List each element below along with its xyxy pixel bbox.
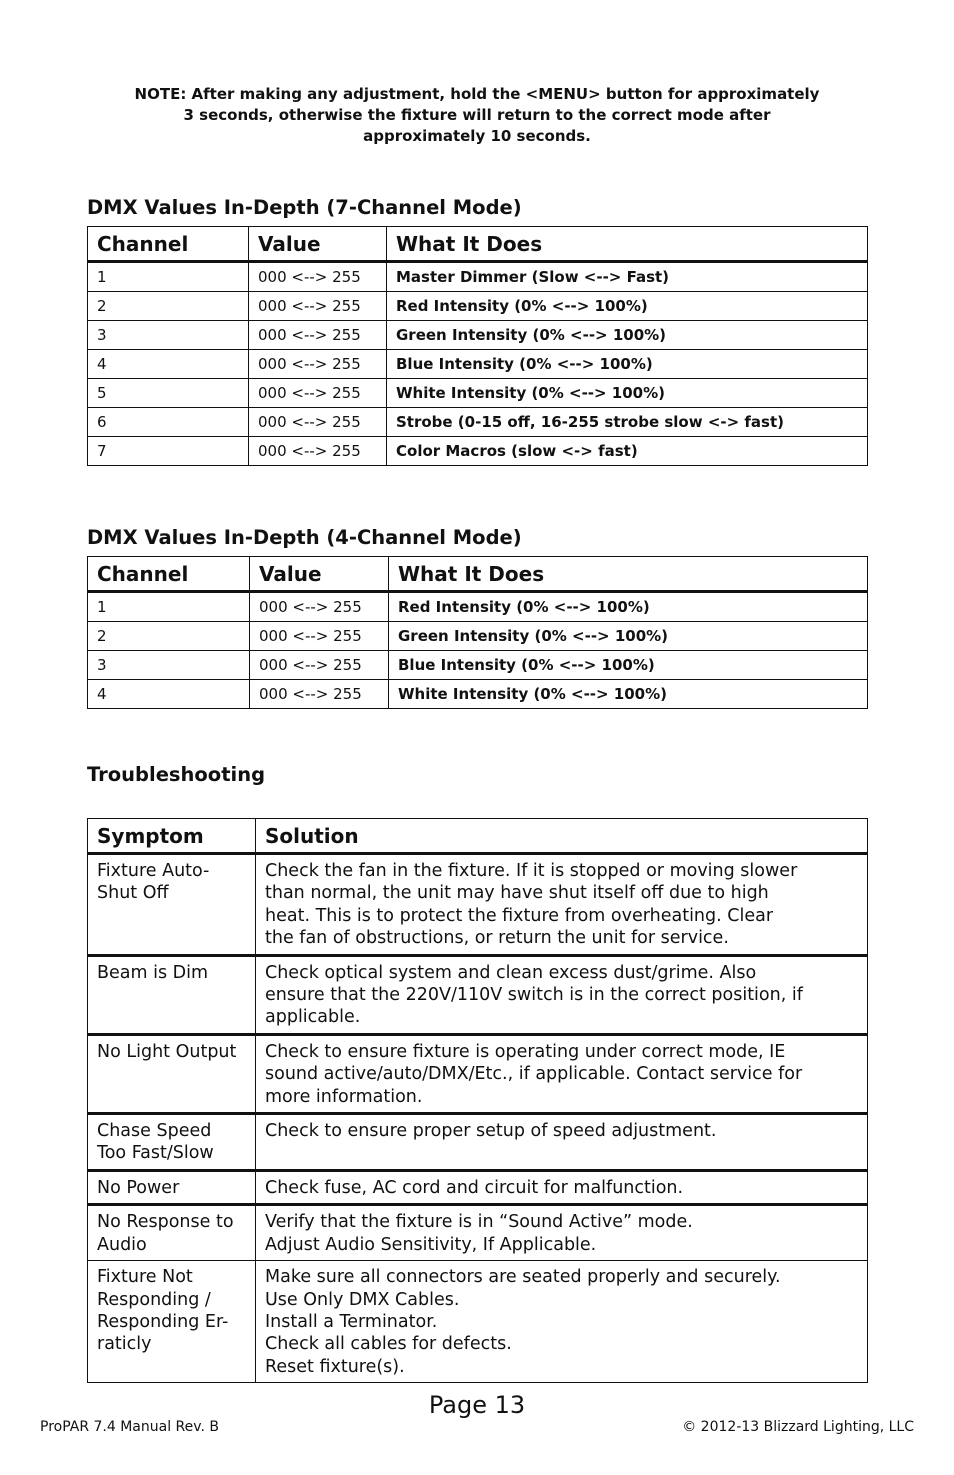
symptom-line: Responding / xyxy=(97,1289,211,1310)
table-row xyxy=(88,680,868,709)
table-row xyxy=(88,1205,868,1261)
symptom-cell xyxy=(88,1114,256,1171)
footer-copyright: © 2012-13 Blizzard Lighting, LLC xyxy=(682,1419,914,1435)
dmx7-header-channel: Channel xyxy=(88,227,249,262)
solution-line: Check all cables for defects. xyxy=(265,1334,512,1355)
adjustment-note xyxy=(60,84,894,147)
dmx7-header-value: Value xyxy=(249,227,387,262)
header-symptom: Symptom xyxy=(88,819,256,854)
solution-line: more information. xyxy=(265,1086,423,1107)
channel-cell: 2 xyxy=(88,622,250,651)
dmx4-header-channel: Channel xyxy=(88,557,250,592)
channel-cell: 3 xyxy=(88,321,249,350)
value-cell: 000 <--> 255 xyxy=(249,437,387,466)
solution-line: Check to ensure fixture is operating under correct mode, IE xyxy=(265,1041,786,1062)
symptom-line: Shut Off xyxy=(97,883,169,904)
symptom-cell xyxy=(88,1261,256,1383)
solution-cell xyxy=(256,1205,868,1261)
solution-line: Install a Terminator. xyxy=(265,1311,438,1332)
solution-line: Check optical system and clean excess dust/grime. Also xyxy=(265,962,757,983)
dmx7-table xyxy=(87,226,868,466)
solution-line: Check to ensure proper setup of speed adjustment. xyxy=(265,1121,717,1142)
desc-cell: White Intensity (0% <--> 100%) xyxy=(389,680,868,709)
symptom-line: No Power xyxy=(97,1177,180,1198)
symptom-cell xyxy=(88,854,256,956)
dmx7-header-desc: What It Does xyxy=(387,227,868,262)
desc-cell: Strobe (0-15 off, 16-255 strobe slow <-> fast) xyxy=(387,408,868,437)
channel-cell: 6 xyxy=(88,408,249,437)
troubleshooting-table xyxy=(87,818,868,1383)
symptom-line: No Response to xyxy=(97,1212,234,1233)
page-number: Page 13 xyxy=(428,1391,526,1419)
solution-line: heat. This is to protect the fixture from overheating. Clear xyxy=(265,905,774,926)
note-line-1: NOTE: After making any adjustment, hold the <MENU> button for approximately xyxy=(134,85,820,103)
desc-cell: Color Macros (slow <-> fast) xyxy=(387,437,868,466)
solution-cell xyxy=(256,1261,868,1383)
solution-line: Reset fixture(s). xyxy=(265,1356,405,1377)
symptom-line: Beam is Dim xyxy=(97,962,209,983)
table-row xyxy=(88,854,868,956)
note-line-3: approximately 10 seconds. xyxy=(363,127,591,145)
table-row xyxy=(88,651,868,680)
solution-line: Verify that the fixture is in “Sound Active” mode. xyxy=(265,1212,693,1233)
solution-cell xyxy=(256,955,868,1034)
value-cell: 000 <--> 255 xyxy=(250,680,389,709)
table-row xyxy=(88,1261,868,1383)
symptom-line: Fixture Auto- xyxy=(97,861,210,881)
value-cell: 000 <--> 255 xyxy=(249,350,387,379)
table-row xyxy=(88,262,868,292)
desc-cell: White Intensity (0% <--> 100%) xyxy=(387,379,868,408)
dmx4-table xyxy=(87,556,868,709)
table-row xyxy=(88,379,868,408)
solution-cell xyxy=(256,1170,868,1204)
troubleshooting-header-row xyxy=(88,819,868,854)
symptom-cell xyxy=(88,1034,256,1113)
desc-cell: Master Dimmer (Slow <--> Fast) xyxy=(387,262,868,292)
header-solution: Solution xyxy=(256,819,868,854)
desc-cell: Red Intensity (0% <--> 100%) xyxy=(389,592,868,622)
footer-manual-title: ProPAR 7.4 Manual Rev. B xyxy=(40,1419,219,1435)
table-row xyxy=(88,292,868,321)
solution-cell xyxy=(256,1114,868,1171)
solution-cell xyxy=(256,854,868,956)
value-cell: 000 <--> 255 xyxy=(249,321,387,350)
symptom-line: No Light Output xyxy=(97,1041,237,1062)
value-cell: 000 <--> 255 xyxy=(249,379,387,408)
dmx7-header-row xyxy=(88,227,868,262)
desc-cell: Red Intensity (0% <--> 100%) xyxy=(387,292,868,321)
dmx7-title: DMX Values In-Depth (7-Channel Mode) xyxy=(87,196,522,219)
value-cell: 000 <--> 255 xyxy=(249,292,387,321)
value-cell: 000 <--> 255 xyxy=(250,622,389,651)
channel-cell: 2 xyxy=(88,292,249,321)
table-row xyxy=(88,350,868,379)
symptom-line: Responding Er- xyxy=(97,1311,229,1332)
symptom-cell xyxy=(88,1205,256,1261)
desc-cell: Blue Intensity (0% <--> 100%) xyxy=(387,350,868,379)
dmx4-title: DMX Values In-Depth (4-Channel Mode) xyxy=(87,526,522,549)
table-row xyxy=(88,955,868,1034)
channel-cell: 1 xyxy=(88,262,249,292)
solution-line: Adjust Audio Sensitivity, If Applicable. xyxy=(265,1234,597,1255)
symptom-line: Audio xyxy=(97,1234,147,1255)
solution-line: Check fuse, AC cord and circuit for malfunction. xyxy=(265,1177,684,1198)
value-cell: 000 <--> 255 xyxy=(249,262,387,292)
solution-line: applicable. xyxy=(265,1007,361,1028)
channel-cell: 4 xyxy=(88,350,249,379)
table-row xyxy=(88,321,868,350)
solution-line: sound active/auto/DMX/Etc., if applicable. Contact service for xyxy=(265,1064,803,1085)
table-row xyxy=(88,1114,868,1171)
desc-cell: Green Intensity (0% <--> 100%) xyxy=(387,321,868,350)
symptom-line: Chase Speed xyxy=(97,1121,212,1142)
table-row xyxy=(88,408,868,437)
table-row xyxy=(88,592,868,622)
dmx4-header-desc: What It Does xyxy=(389,557,868,592)
symptom-line: Too Fast/Slow xyxy=(97,1143,214,1164)
solution-line: ensure that the 220V/110V switch is in the correct position, if xyxy=(265,985,803,1006)
solution-line: Use Only DMX Cables. xyxy=(265,1289,460,1310)
solution-line: Make sure all connectors are seated properly and securely. xyxy=(265,1267,781,1288)
desc-cell: Green Intensity (0% <--> 100%) xyxy=(389,622,868,651)
dmx4-header-value: Value xyxy=(250,557,389,592)
table-row xyxy=(88,1170,868,1204)
table-row xyxy=(88,1034,868,1113)
troubleshooting-title: Troubleshooting xyxy=(87,763,266,786)
note-line-2: 3 seconds, otherwise the fixture will return to the correct mode after xyxy=(183,106,771,124)
symptom-cell xyxy=(88,955,256,1034)
solution-line: the fan of obstructions, or return the unit for service. xyxy=(265,928,729,949)
channel-cell: 4 xyxy=(88,680,250,709)
symptom-line: raticly xyxy=(97,1334,152,1355)
solution-cell xyxy=(256,1034,868,1113)
table-row xyxy=(88,622,868,651)
dmx4-header-row xyxy=(88,557,868,592)
channel-cell: 3 xyxy=(88,651,250,680)
solution-line: than normal, the unit may have shut itself off due to high xyxy=(265,883,769,904)
channel-cell: 5 xyxy=(88,379,249,408)
solution-line: Check the fan in the fixture. If it is stopped or moving slower xyxy=(265,861,798,881)
symptom-line: Fixture Not xyxy=(97,1267,193,1288)
value-cell: 000 <--> 255 xyxy=(250,651,389,680)
channel-cell: 1 xyxy=(88,592,250,622)
table-row xyxy=(88,437,868,466)
symptom-cell xyxy=(88,1170,256,1204)
desc-cell: Blue Intensity (0% <--> 100%) xyxy=(389,651,868,680)
value-cell: 000 <--> 255 xyxy=(249,408,387,437)
channel-cell: 7 xyxy=(88,437,249,466)
value-cell: 000 <--> 255 xyxy=(250,592,389,622)
